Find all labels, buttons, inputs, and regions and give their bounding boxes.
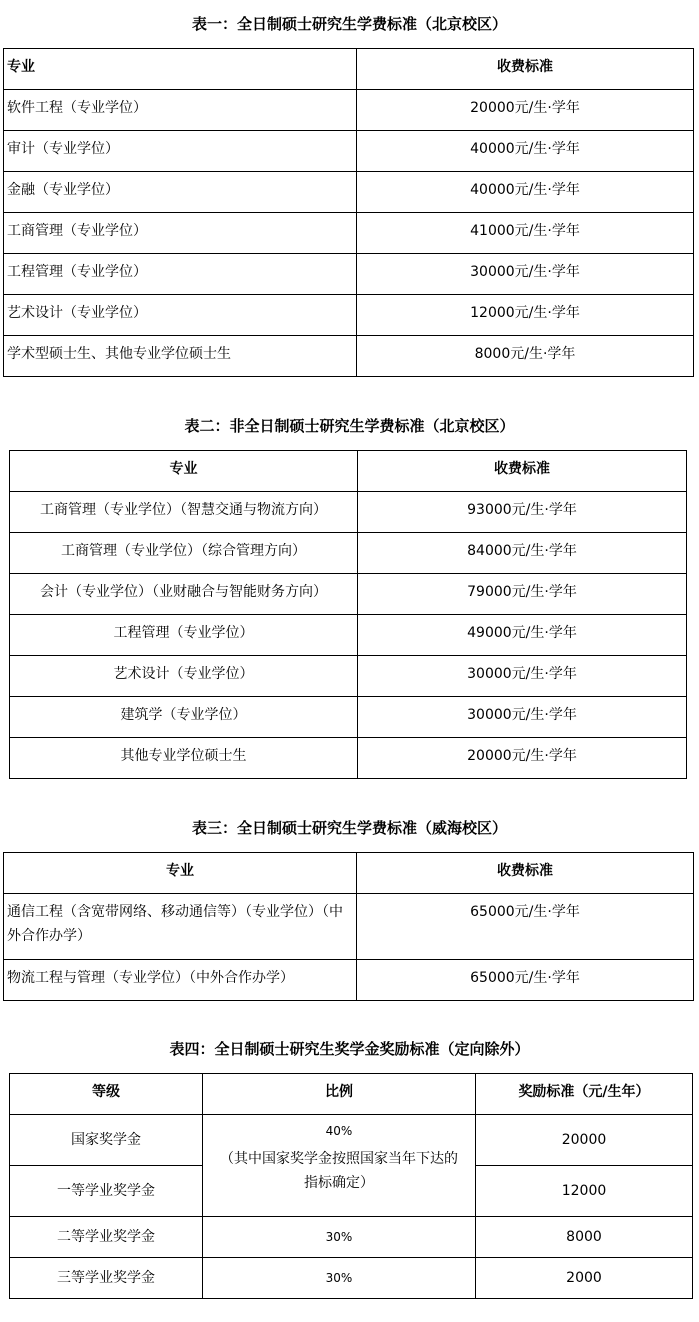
table4-amount-cell: 2000 xyxy=(476,1258,693,1299)
table3-fee-cell: 65000元/生·学年 xyxy=(357,894,694,960)
table1-fee-cell: 40000元/生·学年 xyxy=(357,131,694,172)
table4-ratio-cell: 30% xyxy=(203,1258,476,1299)
table3-header-fee: 收费标准 xyxy=(357,853,694,894)
table1-major-cell: 艺术设计（专业学位） xyxy=(4,295,357,336)
table4-ratio-merged-cell xyxy=(203,1115,476,1217)
table2-fee-cell: 49000元/生·学年 xyxy=(358,615,687,656)
table4-amount-cell: 20000 xyxy=(476,1115,693,1166)
table1-fee-cell: 41000元/生·学年 xyxy=(357,213,694,254)
table2-caption: 表二：非全日制硕士研究生学费标准（北京校区） xyxy=(184,417,515,435)
table4-ratio-cell: 30% xyxy=(203,1217,476,1258)
table2-major-cell: 会计（专业学位）（业财融合与智能财务方向） xyxy=(10,574,358,615)
table1-header-major: 专业 xyxy=(4,49,357,90)
table4-header-amount: 奖励标准（元/生年） xyxy=(476,1074,693,1115)
table2-major-cell: 其他专业学位硕士生 xyxy=(10,738,358,779)
table1-major-cell: 软件工程（专业学位） xyxy=(4,90,357,131)
table1-header-fee: 收费标准 xyxy=(357,49,694,90)
table2-fee-cell: 79000元/生·学年 xyxy=(358,574,687,615)
table1 xyxy=(3,48,694,377)
table2-fee-cell: 30000元/生·学年 xyxy=(358,656,687,697)
table3-caption: 表三：全日制硕士研究生学费标准（威海校区） xyxy=(191,819,507,837)
table2-major-cell: 艺术设计（专业学位） xyxy=(10,656,358,697)
table3-fee-cell: 65000元/生·学年 xyxy=(357,960,694,1001)
table3-major-cell: 通信工程（含宽带网络、移动通信等）（专业学位）（中外合作办学） xyxy=(4,894,357,960)
table1-caption: 表一：全日制硕士研究生学费标准（北京校区） xyxy=(191,15,507,33)
table2-fee-cell: 30000元/生·学年 xyxy=(358,697,687,738)
table4-ratio-note: （其中国家奖学金按照国家当年下达的指标确定） xyxy=(220,1151,458,1191)
table1-major-cell: 工程管理（专业学位） xyxy=(4,254,357,295)
table3-header-major: 专业 xyxy=(4,853,357,894)
table4-amount-cell: 8000 xyxy=(476,1217,693,1258)
table1-major-cell: 审计（专业学位） xyxy=(4,131,357,172)
table1-fee-cell: 12000元/生·学年 xyxy=(357,295,694,336)
table4-amount-cell: 12000 xyxy=(476,1166,693,1217)
table3 xyxy=(3,852,694,1001)
table2-fee-cell: 84000元/生·学年 xyxy=(358,533,687,574)
table1-fee-cell: 40000元/生·学年 xyxy=(357,172,694,213)
table3-major-cell: 物流工程与管理（专业学位）（中外合作办学） xyxy=(4,960,357,1001)
table2-major-cell: 工商管理（专业学位）（综合管理方向） xyxy=(10,533,358,574)
table2-major-cell: 工程管理（专业学位） xyxy=(10,615,358,656)
table1-fee-cell: 20000元/生·学年 xyxy=(357,90,694,131)
table1-fee-cell: 8000元/生·学年 xyxy=(357,336,694,377)
table4-level-cell: 二等学业奖学金 xyxy=(10,1217,203,1258)
table2-header-major: 专业 xyxy=(10,451,358,492)
table2-header-fee: 收费标准 xyxy=(358,451,687,492)
table2-fee-cell: 20000元/生·学年 xyxy=(358,738,687,779)
table4-caption: 表四：全日制硕士研究生奖学金奖励标准（定向除外） xyxy=(169,1040,530,1058)
table4-level-cell: 三等学业奖学金 xyxy=(10,1258,203,1299)
table1-major-cell: 工商管理（专业学位） xyxy=(4,213,357,254)
table2-major-cell: 工商管理（专业学位）（智慧交通与物流方向） xyxy=(10,492,358,533)
table1-major-cell: 金融（专业学位） xyxy=(4,172,357,213)
table2-major-cell: 建筑学（专业学位） xyxy=(10,697,358,738)
table4 xyxy=(9,1073,693,1299)
table1-fee-cell: 30000元/生·学年 xyxy=(357,254,694,295)
table4-ratio-pct: 40% xyxy=(325,1124,353,1138)
table1-major-cell: 学术型硕士生、其他专业学位硕士生 xyxy=(4,336,357,377)
table2 xyxy=(9,450,687,779)
table4-header-ratio: 比例 xyxy=(203,1074,476,1115)
table4-level-cell: 国家奖学金 xyxy=(10,1115,203,1166)
table4-header-level: 等级 xyxy=(10,1074,203,1115)
table2-fee-cell: 93000元/生·学年 xyxy=(358,492,687,533)
table4-level-cell: 一等学业奖学金 xyxy=(10,1166,203,1217)
